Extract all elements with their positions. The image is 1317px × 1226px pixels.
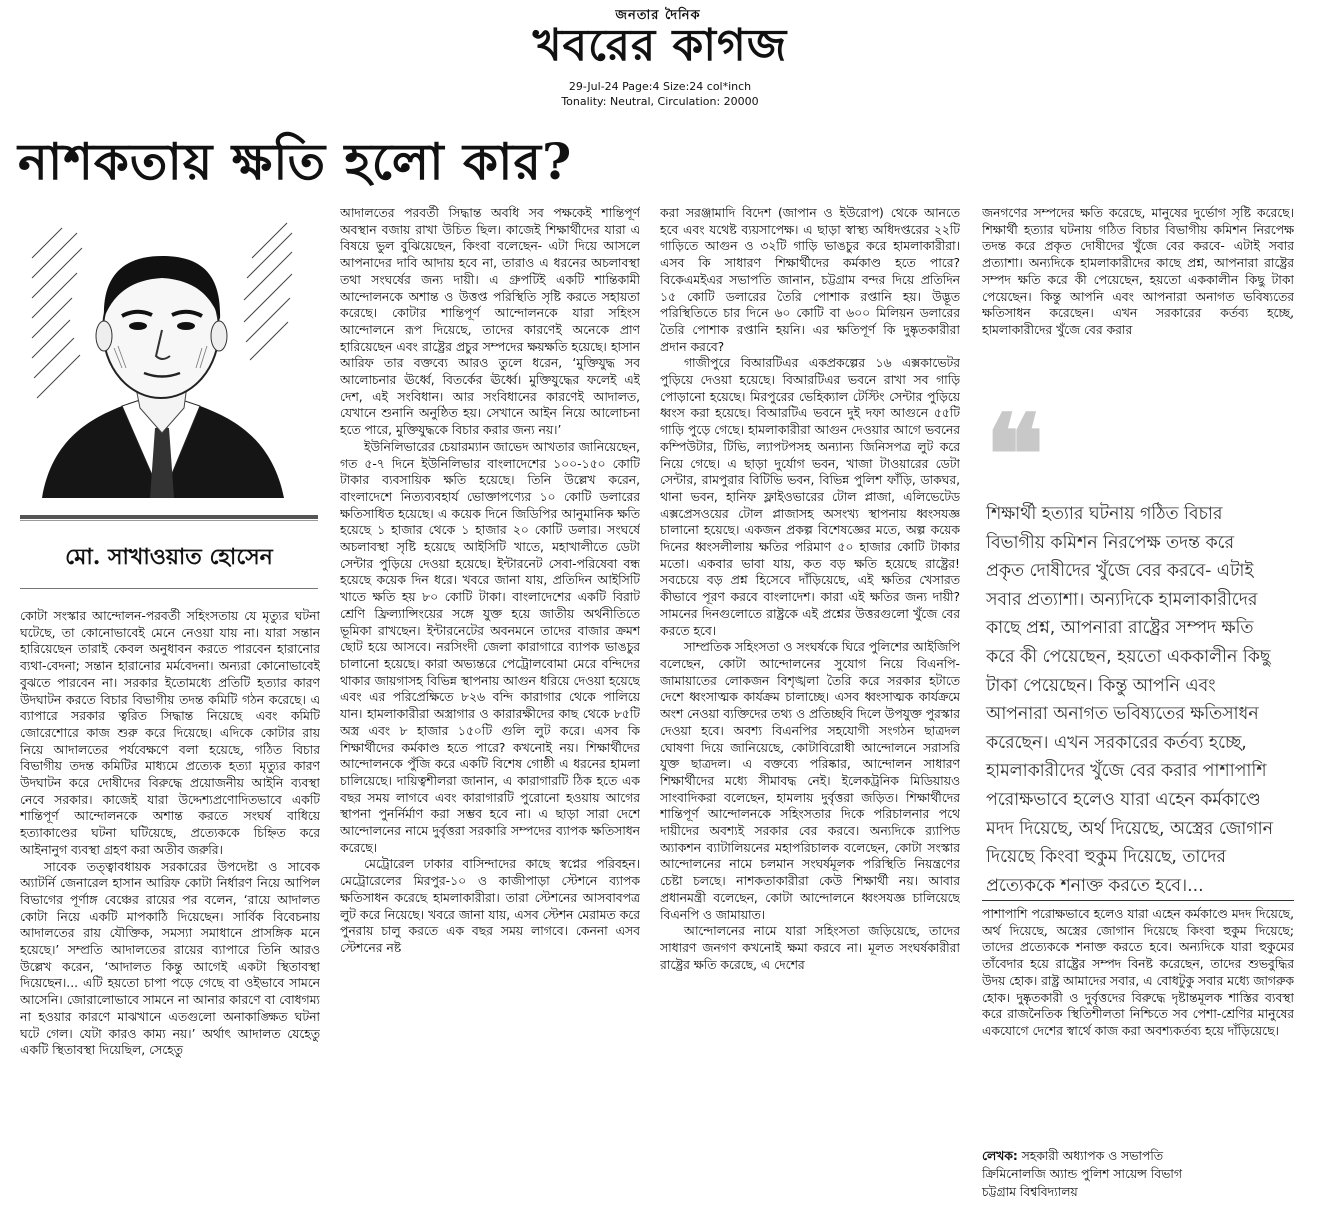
pull-quote: শিক্ষার্থী হত্যার ঘটনায় গঠিত বিচার বিভাগীয় কমিশন নিরপেক্ষ তদন্ত করে প্রকৃত দোষীদের খুঁজে বের করবে- এটাই সবার প্রত্যাশা। অন্যদিকে হামলাকারীদের কাছে প্রশ্ন, আপনারা রাষ্ট্রের সম্পদ ক্ষতি করে কী পেয়েছেন, হয়তো এককালীন কিছু টাকা পেয়েছেন। কিন্তু আপনি এবং আপনারা অনাগত ভবিষ্যতের ক্ষতিসাধন করেছেন। এখন সরকারের কর্তব্য হচ্ছে, হামলাকারীদের খুঁজে বের করার পাশাপাশি পরোক্ষভাবে হলেও যারা এহেন কর্মকাণ্ডে মদদ দিয়েছে, অর্থ দিয়েছে, অস্ত্রের জোগান দিয়েছে কিংবা হুকুম দিয়েছে, তাদের প্রত্যেককে শনাক্ত করতে হবে।... xyxy=(986,504,1273,896)
author-title-line xyxy=(982,1147,1294,1165)
paragraph: আদালতের পরবর্তী সিদ্ধান্ত অবধি সব পক্ষকেই শান্তিপূর্ণ অবস্থান বজায় রাখা উচিত ছিল। কাজেই শিক্ষার্থীদের যারা এ বিষয়ে ভুল বুঝিয়েছেন, কিংবা বলেছেন- এটা দিয়ে আসলে আপনাদের দাবি আদায় হবে না, তারাও এ ধরনের অচলাবস্থা তথা সংঘর্ষের জন্য দায়ী। এ গ্রুপটিই একটি শান্তিকামী আন্দোলনকে অশান্ত ও উত্তপ্ত পরিস্থিতি সৃষ্টি করতে সহায়তা করেছে। কোটার শান্তিপূর্ণ আন্দোলনকে যারা সহিংস আন্দোলনে রূপ দিয়েছে, তাদের কারণেই অনেকে প্রাণ হারিয়েছেন এবং রাষ্ট্রের প্রচুর সম্পদের ক্ষয়ক্ষতি হয়েছে। হাসান আরিফ তার বক্তব্যে আরও তুলে ধরেন, ‘মুক্তিযুদ্ধ সব আলোচনার ঊর্ধ্বে, বিতর্কের ঊর্ধ্বে। মুক্তিযুদ্ধের ফলেই এই দেশ, এই সংবিধান। আর সংবিধানের কারণেই আদালত, যেখানে শুনানি অনুষ্ঠিত হয়। সেখানে আইন নিয়ে আলোচনা হতে পারে, মুক্তিযুদ্ধকে বিচার করার জন্য নয়।’ xyxy=(340,206,640,438)
paragraph: পাশাপাশি পরোক্ষভাবে হলেও যারা এহেন কর্মকাণ্ডে মদদ দিয়েছে, অর্থ দিয়েছে, অস্ত্রের জোগান দিয়েছে কিংবা হুকুম দিয়েছে; তাদের প্রত্যেককে শনাক্ত করতে হবে। অন্যদিকে যারা হুকুমের তাঁবেদার হয়ে রাষ্ট্রের সম্পদ বিনষ্ট করেছেন, তাদের শুভবুদ্ধির উদয় হোক। রাষ্ট্র আমাদের সবার, এ বোধটুকু সবার মধ্যে জাগরুক হোক। দুষ্কৃতকারী ও দুর্বৃত্তদের বিরুদ্ধে দৃষ্টান্তমূলক শাস্তির ব্যবস্থা করে রাজনৈতিক স্থিতিশীলতা নিশ্চিতে সব পেশা-শ্রেণির মানুষের একযোগে দেশের স্বার্থে কাজ করা অবশ্যকর্তব্য হয়ে দাঁড়িয়েছে। xyxy=(982,907,1294,1038)
paragraph: করা সরঞ্জামাদি বিদেশ (জাপান ও ইউরোপ) থেকে আনতে হবে এবং যথেষ্ট ব্যয়সাপেক্ষ। এ ছাড়া স্বাস্থ্য অধিদপ্তরের ২২টি গাড়িতে আগুন ও ৩২টি গাড়ি ভাঙচুর করে হামলাকারীরা। এসব কি সাধারণ শিক্ষার্থীদের কর্মকাণ্ড হতে পারে? বিকেএমইএর সভাপতি জানান, চট্টগ্রাম বন্দর দিয়ে প্রতিদিন ১৫ কোটি ডলারের তৈরি পোশাক রপ্তানি হয়। উদ্ভূত পরিস্থিতিতে চার দিনে ৬০ কোটি বা ৬০০ মিলিয়ন ডলারের তৈরি পোশাক রপ্তানি হয়নি। এর ক্ষতিপূর্ণ কি দুষ্কৃতকারীরা প্রদান করবে? xyxy=(660,206,960,354)
author-byline: মো. সাখাওয়াত হোসেন xyxy=(65,544,273,570)
masthead-tagline: জনতার দৈনিক xyxy=(615,8,701,23)
byline-rule-top-thin xyxy=(20,520,318,521)
masthead-logo: খবরের কাগজ xyxy=(532,20,788,71)
byline-rule-bottom xyxy=(20,588,318,589)
article-column-1 xyxy=(20,608,320,1218)
article-column-2 xyxy=(340,205,640,1220)
byline-rule-top xyxy=(20,515,318,519)
paragraph: মেট্রোরেল ঢাকার বাসিন্দাদের কাছে স্বপ্নের পরিবহন। মেট্রোরেলের মিরপুর-১০ ও কাজীপাড়া স্টেশনে ব্যাপক ক্ষতিসাধন করেছে হামলাকারীরা। তারা স্টেশনের আসবাবপত্র লুট করে নিয়েছে। খবরে জানা যায়, এসব স্টেশন মেরামত করে পুনরায় চালু করতে এক বছর সময় লাগবে। কেননা এসব স্টেশনের নষ্ট xyxy=(340,857,640,955)
author-position: সহকারী অধ্যাপক ও সভাপতি xyxy=(1017,1149,1164,1163)
pull-quote-rule xyxy=(982,900,1294,901)
paragraph: সাবেক তত্ত্বাবধায়ক সরকারের উপদেষ্টা ও সাবেক অ্যাটর্নি জেনারেল হাসান আরিফ কোটা নির্ধারণ নিয়ে আপিল বিভাগের পূর্ণাঙ্গ বেঞ্চের রায়ের পর বলেন, ‘রায়ে আদালত কোটা নিয়ে একটি মাপকাঠি দিয়েছেন। সার্বিক বিবেচনায় আদালতের রায় যৌক্তিক, সমস্যা সমাধানে প্রাসঙ্গিক মনে হয়েছে।’ সম্প্রতি আদালতের রায়ের ব্যাপারে তিনি আরও উল্লেখ করেন, ‘আদালত কিন্তু আগেই একটা স্থিতাবস্থা দিয়েছেন।... এটি হয়তো চাপা পড়ে গেছে বা ওইভাবে সামনে আসেনি। জোরালোভাবে সামনে না আনার কারণে বা বোধগম্য না হওয়ার কারণে মাঝখানে এতগুলো অনাকাঙ্ক্ষিত ঘটনা ঘটে গেল। যেটা কারও কাম্য নয়।’ অর্থাৎ আদালত যেহেতু একটি স্থিতাবস্থা দিয়েছিল, সেহেতু xyxy=(20,859,320,1058)
paragraph: সাম্প্রতিক সহিংসতা ও সংঘর্ষকে ঘিরে পুলিশের আইজিপি বলেছেন, কোটা আন্দোলনের সুযোগ নিয়ে বিএনপি-জামায়াতের লোকজন বিশৃঙ্খলা তৈরি করে সরকার হটাতে দেশে ধ্বংসাত্মক কার্যক্রম চালাচ্ছে। এসব ধ্বংসাত্মক কার্যক্রমে অংশ নেওয়া ব্যক্তিদের তথ্য ও প্রতিচ্ছবি দিলে উপযুক্ত পুরস্কার দেওয়া হবে। অবশ্য বিএনপির সহযোগী সংগঠন ছাত্রদল ঘোষণা দিয়ে জানিয়েছে, কোটাবিরোধী আন্দোলনে সরাসরি যুক্ত ছাত্রদল। এ বক্তব্যে পরিষ্কার, আন্দোলন সাধারণ শিক্ষার্থীদের মধ্যে সীমাবদ্ধ নেই। ইলেকট্রনিক মিডিয়ায়ও সাংবাদিকরা বলেছেন, হামলায় দুর্বৃত্তরা জড়িত। শিক্ষার্থীদের শান্তিপূর্ণ আন্দোলনকে সহিংসতার দিকে পরিচালনার পথে দায়ীদের অবশ্যই সরকার বের করবে। অন্যদিকে র‍্যাপিড অ্যাকশন ব্যাটালিয়নের মহাপরিচালক বলেছেন, কোটা সংস্কার আন্দোলনের নামে চলমান সংঘর্ষমূলক পরিস্থিতি নিয়ন্ত্রণের চেষ্টা চলছে। নাশকতাকারীরা কেউ শিক্ষার্থী নয়। আবার প্রধানমন্ত্রী বলেছেন, কোটা আন্দোলনে ধ্বংসযজ্ঞ চালিয়েছে বিএনপি ও জামায়াত। xyxy=(660,640,960,922)
article-headline: নাশকতায় ক্ষতি হলো কার? xyxy=(18,132,573,191)
author-university: চট্টগ্রাম বিশ্ববিদ্যালয় xyxy=(982,1185,1078,1199)
paragraph: কোটা সংস্কার আন্দোলন-পরবর্তী সহিংসতায় যে মৃত্যুর ঘটনা ঘটেছে, তা কোনোভাবেই মেনে নেওয়া যায় না। যারা সন্তান হারিয়েছেন তারাই কেবল অনুধাবন করতে পারবেন হারানোর ব্যথা-বেদনা; সন্তান হারানোর মর্মবেদনা। অন্যরা কোনোভাবেই বুঝতে পারবেন না। সরকার ইতোমধ্যে প্রতিটি হত্যার কারণ উদঘাটন করতে বিচার বিভাগীয় তদন্ত কমিটি গঠন করেছে। এ ব্যাপারে সরকার ত্বরিত সিদ্ধান্ত নিয়েছে এবং কমিটি জোরেশোরে কাজ শুরু করে দিয়েছে। এদিকে কোটার রায় নিয়ে আদালতের পর্যবেক্ষণে বলা হয়েছে, গঠিত বিচার বিভাগীয় তদন্ত কমিটির মাধ্যমে প্রত্যেক হত্যা মৃত্যুর কারণ উদঘাটন করে দোষীদের বিরুদ্ধে প্রয়োজনীয় আইনি ব্যবস্থা নেবে সরকার। কাজেই যারা উদ্দেশ্যপ্রণোদিতভাবে একটি শান্তিপূর্ণ আন্দোলনকে অশান্ত করতে সংঘর্ষ বাধিয়ে হত্যাকাণ্ডের ঘটনা ঘটিয়েছে, প্রত্যেককে চিহ্নিত করে আইনানুগ ব্যবস্থা গ্রহণ করা অতীব জরুরি। xyxy=(20,609,320,857)
clipping-meta-line2: Tonality: Neutral, Circulation: 20000 xyxy=(561,95,759,108)
author-label: লেখক: xyxy=(982,1149,1018,1163)
paragraph: আন্দোলনের নামে যারা সহিংসতা জড়িয়েছে, তাদের সাধারণ জনগণ কখনোই ক্ষমা করবে না। মূলত সংঘর্ষকারীরা রাষ্ট্রের ক্ষতি করেছে, এ দেশের xyxy=(660,924,960,972)
quote-mark-icon: ❝ xyxy=(985,390,1045,519)
article-column-4-continued xyxy=(982,906,1294,1118)
article-column-4 xyxy=(982,205,1294,380)
paragraph: জনগণের সম্পদের ক্ষতি করেছে, মানুষের দুর্ভোগ সৃষ্টি করেছে। শিক্ষার্থী হত্যার ঘটনায় গঠিত বিচার বিভাগীয় কমিশন নিরপেক্ষ তদন্ত করে প্রকৃত দোষীদের খুঁজে বের করবে- এটাই সবার প্রত্যাশা। অন্যদিকে হামলাকারীদের কাছে প্রশ্ন, আপনারা রাষ্ট্রের সম্পদ ক্ষতি করে কী পেয়েছেন, হয়তো এককালীন কিছু টাকা পেয়েছেন। কিন্তু আপনি এবং আপনারা অনাগত ভবিষ্যতের ক্ষতিসাধন করেছেন। এখন সরকারের কর্তব্য হচ্ছে, হামলাকারীদের খুঁজে বের করার xyxy=(982,206,1294,337)
author-info xyxy=(982,1147,1294,1201)
clipping-meta-line1: 29-Jul-24 Page:4 Size:24 col*inch xyxy=(568,80,752,93)
paragraph: গাজীপুরে বিআরটিএর একপ্রকল্পের ১৬ এক্সকাভেটর পুড়িয়ে দেওয়া হয়েছে। বিআরটিএর ভবনে রাখা সব গাড়ি পোড়ানো হয়েছে। মিরপুরের ভেহিক্যাল টেস্টিং সেন্টার পুড়িয়ে ধ্বংস করা হয়েছে। বিআরটিএ ভবনে দুই দফা আগুনে ৫৫টি গাড়ি পুড়ে গেছে। হামলাকারীরা আগুন দেওয়ার আগে ভবনের কম্পিউটার, টিভি, ল্যাপটপসহ অন্যান্য জিনিসপত্র লুট করে নিয়ে গেছে। এ ছাড়া দুর্যোগ ভবন, খাজা টাওয়ারের ডেটা সেন্টার, রামপুরার বিটিভি ভবন, বিভিন্ন পুলিশ ফাঁড়ি, ডাকঘর, থানা ভবন, হানিফ ফ্লাইওভারের টোল প্লাজা, এলিভেটেড এক্সপ্রেসওয়ের টোল প্লাজাসহ অসংখ্য স্থাপনায় ধ্বংসযজ্ঞ চালানো হয়েছে। একজন প্রকল্প বিশেষজ্ঞের মতে, অল্প কয়েক দিনের ধ্বংসলীলায় ক্ষতির পরিমাণ ৫০ হাজার কোটি টাকার মতো। একবার ভাবা যায়, কত বড় ক্ষতি হয়েছে রাষ্ট্রের! সবচেয়ে বড় প্রশ্ন হিসেবে দাঁড়িয়েছে, এই ক্ষতির খেসারত কীভাবে পূরণ করবে বাংলাদেশ। কারা এই ক্ষতির জন্য দায়ী? সামনের দিনগুলোতে রাষ্ট্রকে এই প্রশ্নের উত্তরগুলো খুঁজে বের করতে হবে। xyxy=(660,356,960,638)
article-column-3 xyxy=(660,205,960,1220)
author-department: ক্রিমিনোলজি অ্যান্ড পুলিশ সায়েন্স বিভাগ xyxy=(982,1167,1182,1181)
author-portrait-sketch xyxy=(22,218,300,498)
paragraph: ইউনিলিভারের চেয়ারম্যান জাভেদ আখতার জানিয়েছেন, গত ৫-৭ দিনে ইউনিলিভার বাংলাদেশের ১০০-১৫০ কোটি টাকার ব্যবসায়িক ক্ষতি হয়েছে। তিনি উল্লেখ করেন, বাংলাদেশে নিত্যব্যবহার্য ভোক্তাপণ্যের ১০ কোটি ডলারের ক্ষতিসাধিত হয়েছে। এ কয়েক দিনে জিডিপির আনুমানিক ক্ষতি হয়েছে ১ হাজার থেকে ১ হাজার ২০ কোটি ডলার। সংঘর্ষে অচলাবস্থা সৃষ্টি হয়েছে আইসিটি খাতে, মহাখালীতে ডেটা সেন্টার পুড়িয়ে দেওয়া হয়েছে। ইন্টারনেট সেবা-পরিষেবা বন্ধ হয়েছে কয়েক দিন ধরে। খবরে জানা যায়, প্রতিদিন আইসিটি খাতে ক্ষতি হয় ৮০ কোটি টাকা। বাংলাদেশের একটি বিরাট শ্রেণি ফ্রিল্যান্সিংয়ের সঙ্গে যুক্ত হয়ে জাতীয় অর্থনীতিতে ভূমিকা রাখছেন। ইন্টারনেটের অবনমনে তাদের বাজার ক্রমশ ছোট হয়ে আসবে। নরসিংদী জেলা কারাগারে ব্যাপক ভাঙচুর চালানো হয়েছে। কারা অভ্যন্তরে পেট্রোলবোমা মেরে বন্দিদের থাকার জায়গাসহ বিভিন্ন স্থাপনায় আগুন ধরিয়ে দেওয়া হয়েছে এবং এর পরিপ্রেক্ষিতে ৮২৬ বন্দি কারাগার থেকে পালিয়ে যান। হামলাকারীরা অস্ত্রাগার ও কারারক্ষীদের কাছ থেকে ৮৫টি অস্ত্র এবং ৮ হাজার ১৫০টি গুলি লুট করে। এসব কি শিক্ষার্থীদের কর্মকাণ্ড হতে পারে? কখনোই নয়। শিক্ষার্থীদের আন্দোলনকে পুঁজি করে একটি বিশেষ গোষ্ঠী এ ধরনের হামলা চালিয়েছে। দায়িত্বশীলরা জানান, এ কারাগারটি ঠিক হতে এক বছর সময় লাগবে এবং কারাগারটি পুরোনো হওয়ায় আগের স্থাপনা পুনর্নির্মাণ করা সম্ভব হবে না। এ ছাড়া সারা দেশে আন্দোলনের নামে দুর্বৃত্তরা সরকারি সম্পদের ব্যাপক ক্ষতিসাধন করেছে। xyxy=(340,439,640,855)
